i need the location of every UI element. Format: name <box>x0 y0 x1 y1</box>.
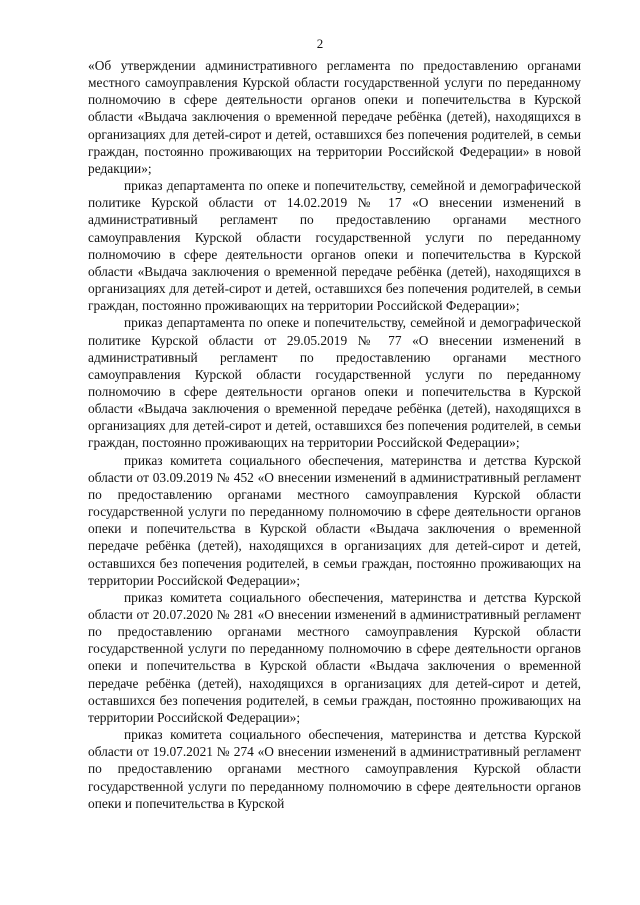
paragraph-5: приказ комитета социального обеспечения, материнства и детства Курской области от 20.07.2020 № 281 «О внесении изменений в административный регламент по предоставлению органами местного самоуправления Курской области государственной услуги по переданному полномочию в сфере деятельности органов опеки и попечительства в Курской области «Выдача заключения о временной передаче ребёнка (детей), находящихся в организациях для детей-сирот и детей, оставшихся без попечения родителей, в семьи граждан, постоянно проживающих на территории Российской Федерации»; <box>88 589 581 725</box>
page-number: 2 <box>316 36 324 51</box>
paragraph-2: приказ департамента по опеке и попечительству, семейной и демографической политике Курской области от 14.02.2019 № 17 «О внесении изменений в административный регламент по предоставлению органами местного самоуправления Курской области государственной услуги по переданному полномочию в сфере деятельности органов опеки и попечительства в Курской области «Выдача заключения о временной передаче ребёнка (детей), находящихся в организациях для детей-сирот и детей, оставшихся без попечения родителей, в семьи граждан, постоянно проживающих на территории Российской Федерации»; <box>88 178 581 314</box>
paragraph-4: приказ комитета социального обеспечения, материнства и детства Курской области от 03.09.2019 № 452 «О внесении изменений в административный регламент по предоставлению органами местного самоуправления Курской области государственной услуги по переданному полномочию в сфере деятельности органов опеки и попечительства в Курской области «Выдача заключения о временной передаче ребёнка (детей), находящихся в организациях для детей-сирот и детей, оставшихся без попечения родителей, в семьи граждан, постоянно проживающих на территории Российской Федерации»; <box>88 452 581 588</box>
paragraph-6: приказ комитета социального обеспечения, материнства и детства Курской области от 19.07.2021 № 274 «О внесении изменений в административный регламент по предоставлению органами местного самоуправления Курской области государственной услуги по переданному полномочию в сфере деятельности органов опеки и попечительства в Курской <box>88 727 581 811</box>
paragraph-3: приказ департамента по опеке и попечительству, семейной и демографической политике Курской области от 29.05.2019 № 77 «О внесении изменений в административный регламент по предоставлению органами местного самоуправления Курской области государственной услуги по переданному полномочию в сфере деятельности органов опеки и попечительства в Курской области «Выдача заключения о временной передаче ребёнка (детей), находящихся в организациях для детей-сирот и детей, оставшихся без попечения родителей, в семьи граждан, постоянно проживающих на территории Российской Федерации»; <box>88 315 581 451</box>
paragraph-1: «Об утверждении административного регламента по предоставлению органами местного самоуправления Курской области государственной услуги по переданному полномочию в сфере деятельности органов опеки и попечительства в Курской области «Выдача заключения о временной передаче ребёнка (детей), находящихся в организациях для детей-сирот и детей, оставшихся без попечения родителей, в семьи граждан, постоянно проживающих на территории Российской Федерации» в новой редакции»; <box>88 58 581 176</box>
document-body <box>88 57 581 812</box>
